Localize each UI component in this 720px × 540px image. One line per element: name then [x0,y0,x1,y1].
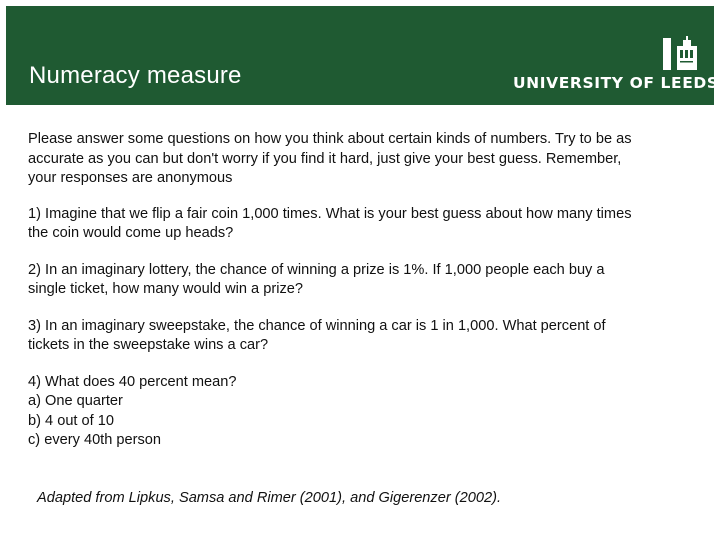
page-title: Numeracy measure [29,62,242,89]
header-banner [6,6,719,105]
question-1: 1) Imagine that we flip a fair coin 1,000 times. What is your best guess about how many times the coin would come up heads? [28,205,632,241]
question-3: 3) In an imaginary sweepstake, the chance of winning a car is 1 in 1,000. What percent of tickets in the sweepstake wins a car? [28,317,606,353]
university-logo [513,36,719,100]
university-name: UNIVERSITY OF LEEDS [513,74,719,92]
survey-content [28,130,700,451]
citation-text: Adapted from Lipkus, Samsa and Rimer (2001), and Gigerenzer (2002). [37,490,501,506]
question-4: 4) What does 40 percent mean? a) One quarter b) 4 out of 10 c) every 40th person [28,373,237,448]
parkinson-tower-icon [663,36,699,72]
intro-text: Please answer some questions on how you think about certain kinds of numbers. Try to be as accurate as you can but don't worry if you find it hard, just give your best guess. Remember, your responses are anonymous [28,131,632,186]
question-2: 2) In an imaginary lottery, the chance of winning a prize is 1%. If 1,000 people each buy a single ticket, how many would win a prize? [28,261,605,297]
